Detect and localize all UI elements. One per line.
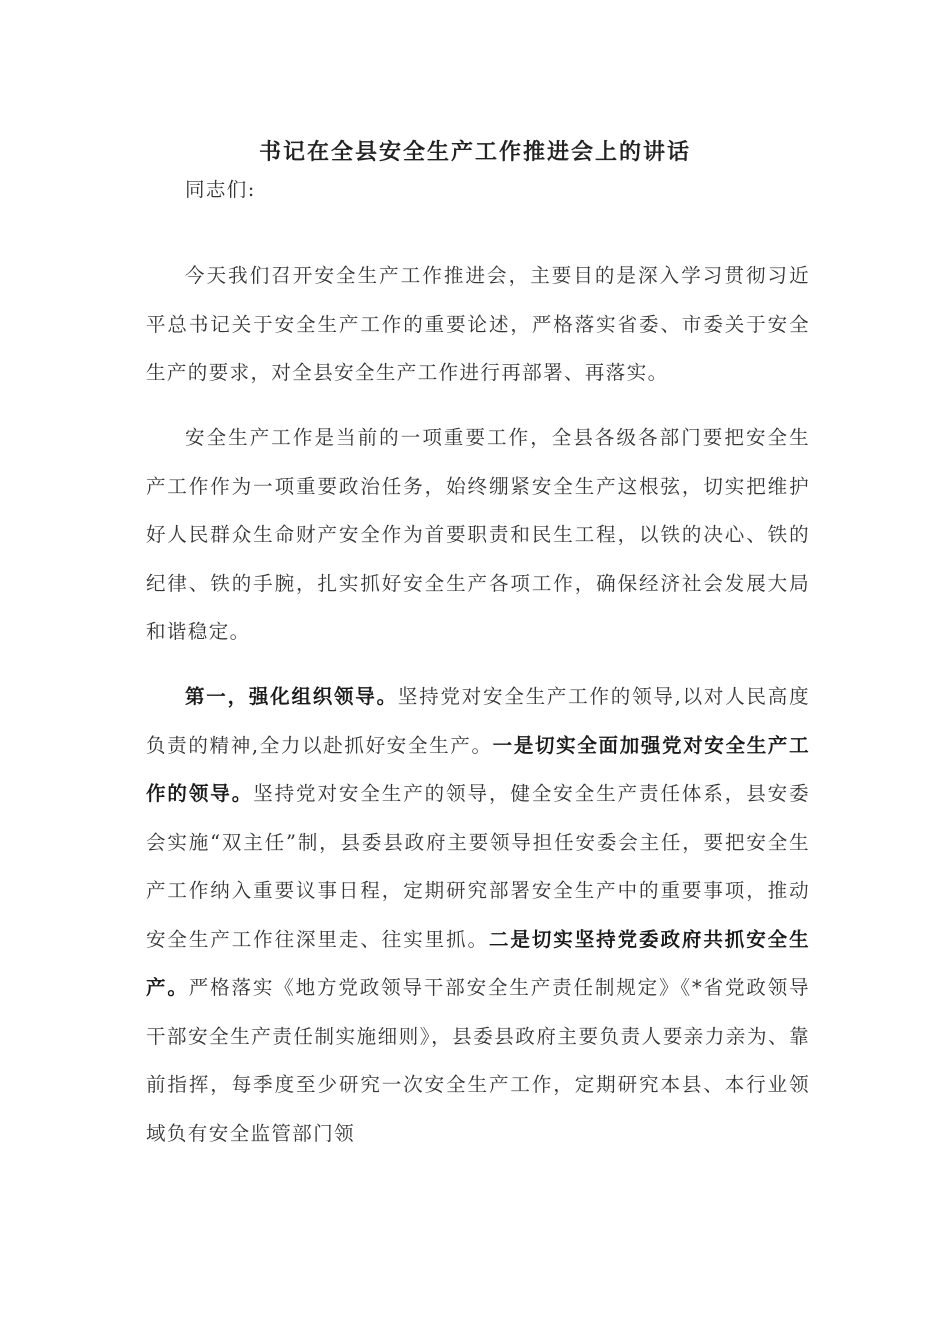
subsection-heading-two: 二是切实坚持党委政府共抓安全生产。: [146, 927, 810, 999]
paragraph-importance: 安全生产工作是当前的一项重要工作，全县各级各部门要把安全生产工作作为一项重要政治任务，始终绷紧安全生产这根弦，切实把维护好人民群众生命财产安全作为首要职责和民生工程，以铁的决心、铁的纪律、铁的手腕，扎实抓好安全生产各项工作，确保经济社会发展大局和谐稳定。: [146, 426, 810, 643]
paragraph-organization-leadership: [146, 673, 810, 1158]
document-title: 书记在全县安全生产工作推进会上的讲话: [258, 139, 691, 165]
subsection-text-two: 严格落实《地方党政领导干部安全生产责任制规定》《*省党政领导干部安全生产责任制实施细则》，县委县政府主要负责人要亲力亲为、靠前指挥，每季度至少研究一次安全生产工作，定期研究本县、本行业领域负有安全监管部门领: [146, 976, 810, 1145]
subsection-heading-one: 一是切实全面加强党对安全生产工作的领导。: [146, 733, 810, 805]
subsection-text-one: 坚持党对安全生产的领导，健全安全生产责任体系，县安委会实施“双主任”制，县委县政府主要领导担任安委会主任，要把安全生产工作纳入重要议事日程，定期研究部署安全生产中的重要事项，推动安全生产工作往深里走、往实里抓。: [146, 782, 810, 951]
salutation: 同志们:: [185, 178, 256, 201]
section-heading-first: 第一，强化组织领导。: [185, 685, 398, 708]
paragraph-intro: 今天我们召开安全生产工作推进会，主要目的是深入学习贯彻习近平总书记关于安全生产工作的重要论述，严格落实省委、市委关于安全生产的要求，对全县安全生产工作进行再部署、再落实。: [146, 264, 810, 384]
section-text-first: 坚持党对安全生产工作的领导,以对人民高度负责的精神,全力以赴抓好安全生产。: [146, 685, 810, 757]
